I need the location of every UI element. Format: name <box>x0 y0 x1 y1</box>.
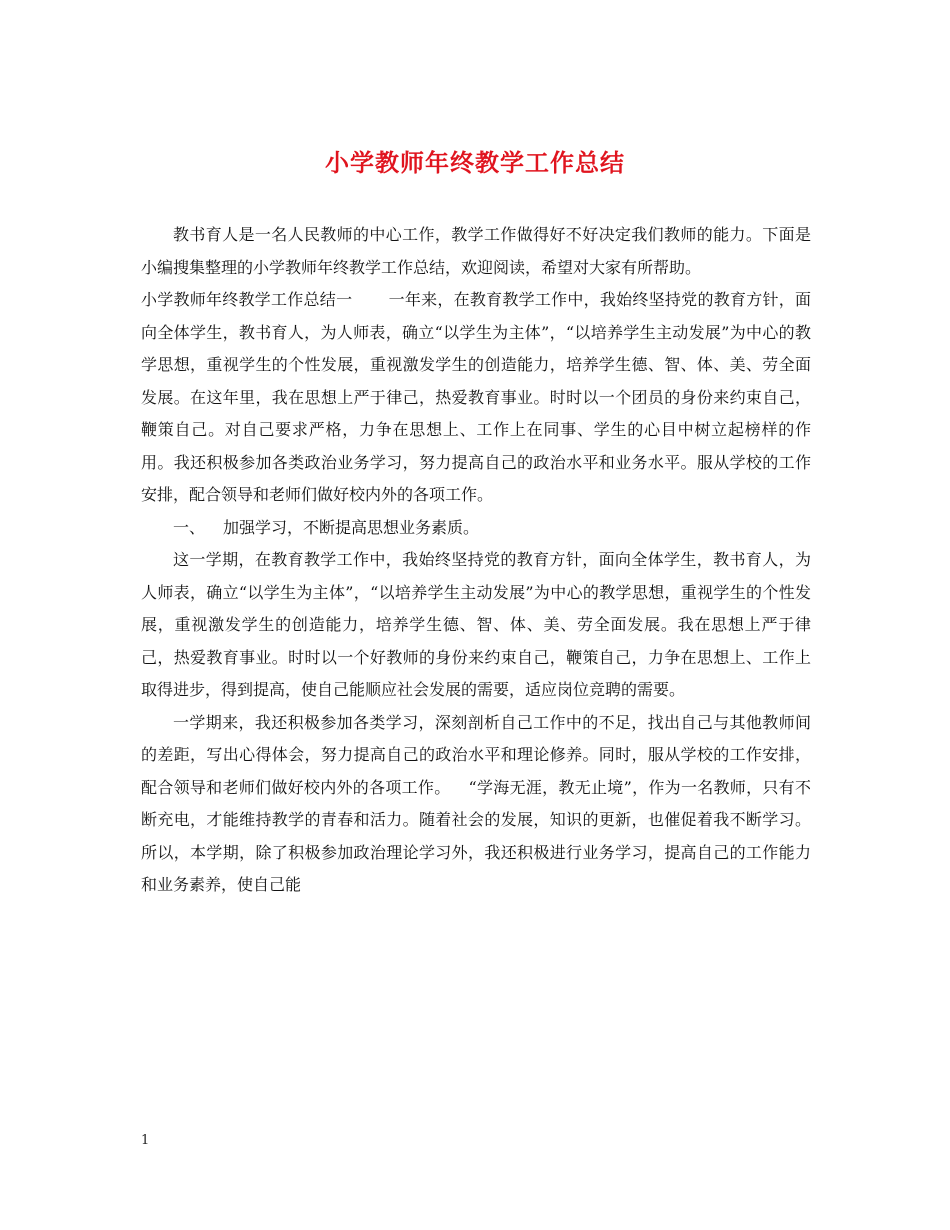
summary-one-label: 小学教师年终教学工作总结一 <box>141 290 353 309</box>
paragraph-two: 这一学期，在教育教学工作中，我始终坚持党的教育方针，面向全体学生，教书育人，为人师表，确立“以学生为主体”，“以培养学生主动发展”为中心的教学思想，重视学生的个性发展，重视激发学生的创造能力，培养学生德、智、体、美、劳全面发展。我在思想上严于律己，热爱教育事业。时时以一个好教师的身份来约束自己，鞭策自己，力争在思想上、工作上取得进步，得到提高，使自己能顺应社会发展的需要，适应岗位竞聘的需要。 <box>141 550 811 699</box>
summary-one-text: 一年来，在教育教学工作中，我始终坚持党的教育方针，面向全体学生，教书育人，为人师表，确立“以学生为主体”，“以培养学生主动发展”为中心的教学思想，重视学生的个性发展，重视激发学生的创造能力，培养学生德、智、体、美、劳全面发展。在这年里，我在思想上严于律己，热爱教育事业。时时以一个团员的身份来约束自己，鞭策自己。对自己要求严格，力争在思想上、工作上在同事、学生的心目中树立起榜样的作用。我还积极参加各类政治业务学习，努力提高自己的政治水平和业务水平。服从学校的工作安排，配合领导和老师们做好校内外的各项工作。 <box>141 290 811 504</box>
section-one-heading-text: 加强学习，不断提高思想业务素质。 <box>223 517 480 537</box>
intro-paragraph: 教书育人是一名人民教师的中心工作，教学工作做得好不好决定我们教师的能力。下面是小编搜集整理的小学教师年终教学工作总结，欢迎阅读，希望对大家有所帮助。 <box>141 225 811 277</box>
page-number: 1 <box>141 1133 150 1148</box>
paragraph-three-part1: 一学期来，我还积极参加各类学习，深刻剖析自己工作中的不足，找出自己与其他教师间的差距，写出心得体会，努力提高自己的政治水平和理论修养。同时，服从学校的工作安排，配合领导和老师们做好校内外的各项工作。 <box>141 712 811 797</box>
paragraph-three <box>141 707 811 902</box>
document-body <box>141 219 811 902</box>
summary-one-paragraph <box>141 284 811 512</box>
document-title: 小学教师年终教学工作总结 <box>325 148 625 177</box>
section-one-heading <box>141 512 811 545</box>
paragraph-three-part2: “学海无涯，教无止境”，作为一名教师，只有不断充电，才能维持教学的青春和活力。随着社会的发展，知识的更新，也催促着我不断学习。所以，本学期，除了积极参加政治理论学习外，我还积极进行业务学习，提高自己的工作能力和业务素养，使自己能 <box>141 777 811 894</box>
section-one-marker: 一、 <box>173 517 206 537</box>
